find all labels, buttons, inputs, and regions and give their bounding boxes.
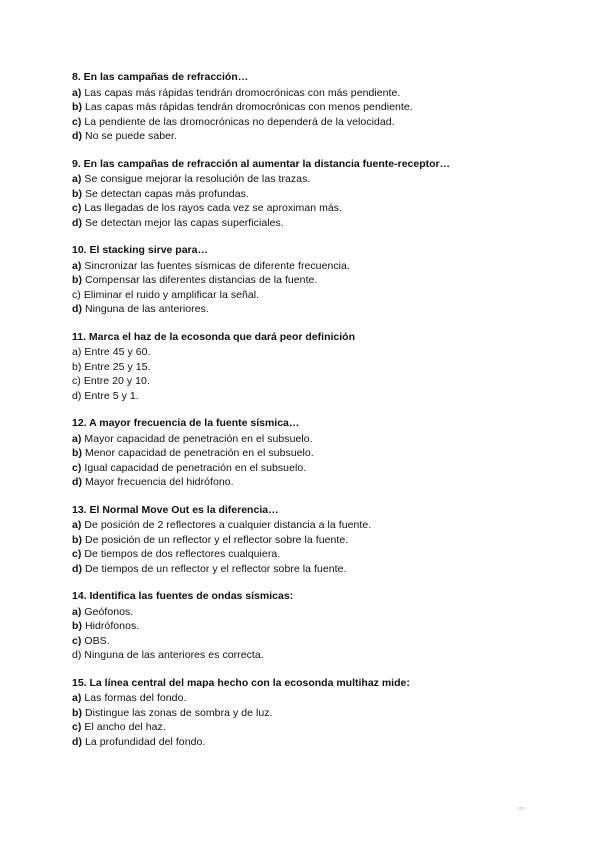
- option-text: Entre 25 y 15.: [84, 360, 151, 373]
- option-text: De posición de un reflector y el reflector sobre la fuente.: [84, 533, 349, 546]
- option-text: El ancho del haz.: [84, 721, 166, 733]
- answer-option: [72, 720, 542, 735]
- option-text: OBS.: [84, 634, 110, 647]
- option-text: Mayor capacidad de penetración en el subsuelo.: [84, 432, 313, 445]
- option-letter: b): [72, 187, 83, 200]
- option-letter: b): [72, 360, 82, 373]
- option-letter: b): [72, 620, 83, 632]
- option-letter: a): [72, 605, 82, 618]
- question-title: 11. Marca el haz de la ecosonda que dará peor definición: [72, 330, 356, 343]
- answer-option: [72, 302, 542, 317]
- option-text: Entre 45 y 60.: [84, 346, 151, 358]
- option-text: Las capas más rápidas tendrán dromocrónicas con menos pendiente.: [84, 101, 413, 113]
- question-block: [72, 330, 542, 404]
- option-text: Las llegadas de los rayos cada vez se aproximan más.: [84, 202, 343, 214]
- answer-option: [72, 100, 542, 115]
- option-letter: c): [72, 721, 82, 733]
- option-letter: d): [72, 216, 83, 229]
- answer-option: [72, 115, 542, 130]
- answer-option: [72, 389, 542, 404]
- question-title: 13. El Normal Move Out es la diferencia…: [72, 503, 279, 516]
- option-letter: c): [72, 375, 81, 387]
- answer-option: [72, 288, 542, 303]
- option-letter: d): [72, 649, 82, 661]
- option-letter: d): [72, 130, 83, 142]
- answer-option: [72, 605, 542, 620]
- question-block: [72, 589, 542, 663]
- option-letter: d): [72, 389, 82, 402]
- answer-option: [72, 619, 542, 634]
- question-block: [72, 243, 542, 317]
- option-text: Se consigue mejorar la resolución de las trazas.: [84, 173, 311, 185]
- option-letter: c): [72, 634, 82, 647]
- answer-option: [72, 446, 542, 461]
- option-text: De tiempos de un reflector y el reflector sobre la fuente.: [84, 562, 347, 575]
- answer-option: [72, 345, 542, 360]
- answer-option: [72, 86, 542, 101]
- option-letter: b): [72, 706, 83, 719]
- answer-option: [72, 648, 542, 663]
- answer-option: [72, 691, 542, 706]
- option-letter: d): [72, 735, 83, 748]
- option-letter: c): [72, 115, 82, 128]
- question-block: [72, 70, 542, 144]
- option-text: Hidrófonos.: [84, 620, 140, 632]
- option-text: De tiempos de dos reflectores cualquiera.: [84, 548, 281, 560]
- option-letter: b): [72, 101, 83, 113]
- answer-option: [72, 273, 542, 288]
- question-title: 9. En las campañas de refracción al aumentar la distancia fuente-receptor…: [72, 157, 451, 170]
- option-text: Se detectan mejor las capas superficiales.: [84, 216, 284, 229]
- answer-option: [72, 735, 542, 750]
- option-text: Las formas del fondo.: [84, 692, 187, 704]
- answer-option: [72, 706, 542, 721]
- answer-option: [72, 216, 542, 231]
- option-text: La profundidad del fondo.: [84, 735, 206, 748]
- answer-option: [72, 129, 542, 144]
- option-text: Eliminar el ruido y amplificar la señal.: [83, 288, 260, 301]
- question-block: [72, 676, 542, 750]
- option-text: Sincronizar las fuentes sísmicas de diferente frecuencia.: [84, 259, 350, 272]
- option-letter: b): [72, 447, 83, 459]
- option-text: De posición de 2 reflectores a cualquier distancia a la fuente.: [84, 519, 372, 531]
- option-letter: b): [72, 533, 83, 546]
- option-text: Mayor frecuencia del hidrófono.: [84, 476, 234, 488]
- answer-option: [72, 634, 542, 649]
- question-list: [72, 70, 542, 762]
- answer-option: [72, 187, 542, 202]
- answer-option: [72, 172, 542, 187]
- answer-option: [72, 461, 542, 476]
- option-letter: d): [72, 303, 83, 315]
- option-letter: a): [72, 86, 82, 99]
- answer-option: [72, 374, 542, 389]
- option-text: Igual capacidad de penetración en el subsuelo.: [84, 461, 307, 474]
- answer-option: [72, 547, 542, 562]
- option-letter: c): [72, 202, 82, 214]
- answer-option: [72, 432, 542, 447]
- answer-option: [72, 259, 542, 274]
- option-text: Las capas más rápidas tendrán dromocrónicas con más pendiente.: [84, 86, 401, 99]
- option-text: Ninguna de las anteriores.: [84, 303, 209, 315]
- option-letter: c): [72, 461, 82, 474]
- answer-option: [72, 533, 542, 548]
- option-letter: d): [72, 562, 83, 575]
- option-text: Ninguna de las anteriores es correcta.: [84, 649, 264, 661]
- option-text: Entre 20 y 10.: [83, 375, 150, 387]
- option-text: Geófonos.: [84, 605, 134, 618]
- option-letter: a): [72, 519, 82, 531]
- question-block: [72, 503, 542, 577]
- option-text: No se puede saber.: [84, 130, 177, 142]
- answer-option: [72, 518, 542, 533]
- option-letter: c): [72, 288, 81, 301]
- option-letter: a): [72, 432, 82, 445]
- option-letter: a): [72, 173, 82, 185]
- question-title: 15. La línea central del mapa hecho con la ecosonda multihaz mide:: [72, 676, 410, 689]
- option-text: Entre 5 y 1.: [84, 389, 139, 402]
- option-text: Compensar las diferentes distancias de la fuente.: [84, 274, 318, 286]
- question-title: 14. Identifica las fuentes de ondas sísmicas:: [72, 590, 294, 602]
- option-letter: c): [72, 548, 82, 560]
- option-letter: a): [72, 346, 82, 358]
- option-letter: a): [72, 259, 82, 272]
- page-footer-mark: cnn: [517, 806, 526, 812]
- option-text: La pendiente de las dromocrónicas no dependerá de la velocidad.: [84, 115, 395, 128]
- answer-option: [72, 475, 542, 490]
- question-title: 8. En las campañas de refracción…: [72, 71, 249, 83]
- answer-option: [72, 562, 542, 577]
- answer-option: [72, 360, 542, 375]
- question-block: [72, 157, 542, 231]
- option-letter: b): [72, 274, 83, 286]
- option-letter: d): [72, 476, 83, 488]
- option-text: Menor capacidad de penetración en el subsuelo.: [84, 447, 314, 459]
- question-title: 10. El stacking sirve para…: [72, 244, 208, 256]
- question-block: [72, 416, 542, 490]
- option-text: Distingue las zonas de sombra y de luz.: [84, 706, 273, 719]
- option-text: Se detectan capas más profundas.: [84, 187, 249, 200]
- answer-option: [72, 201, 542, 216]
- option-letter: a): [72, 692, 82, 704]
- question-title: 12. A mayor frecuencia de la fuente sísmica…: [72, 417, 300, 429]
